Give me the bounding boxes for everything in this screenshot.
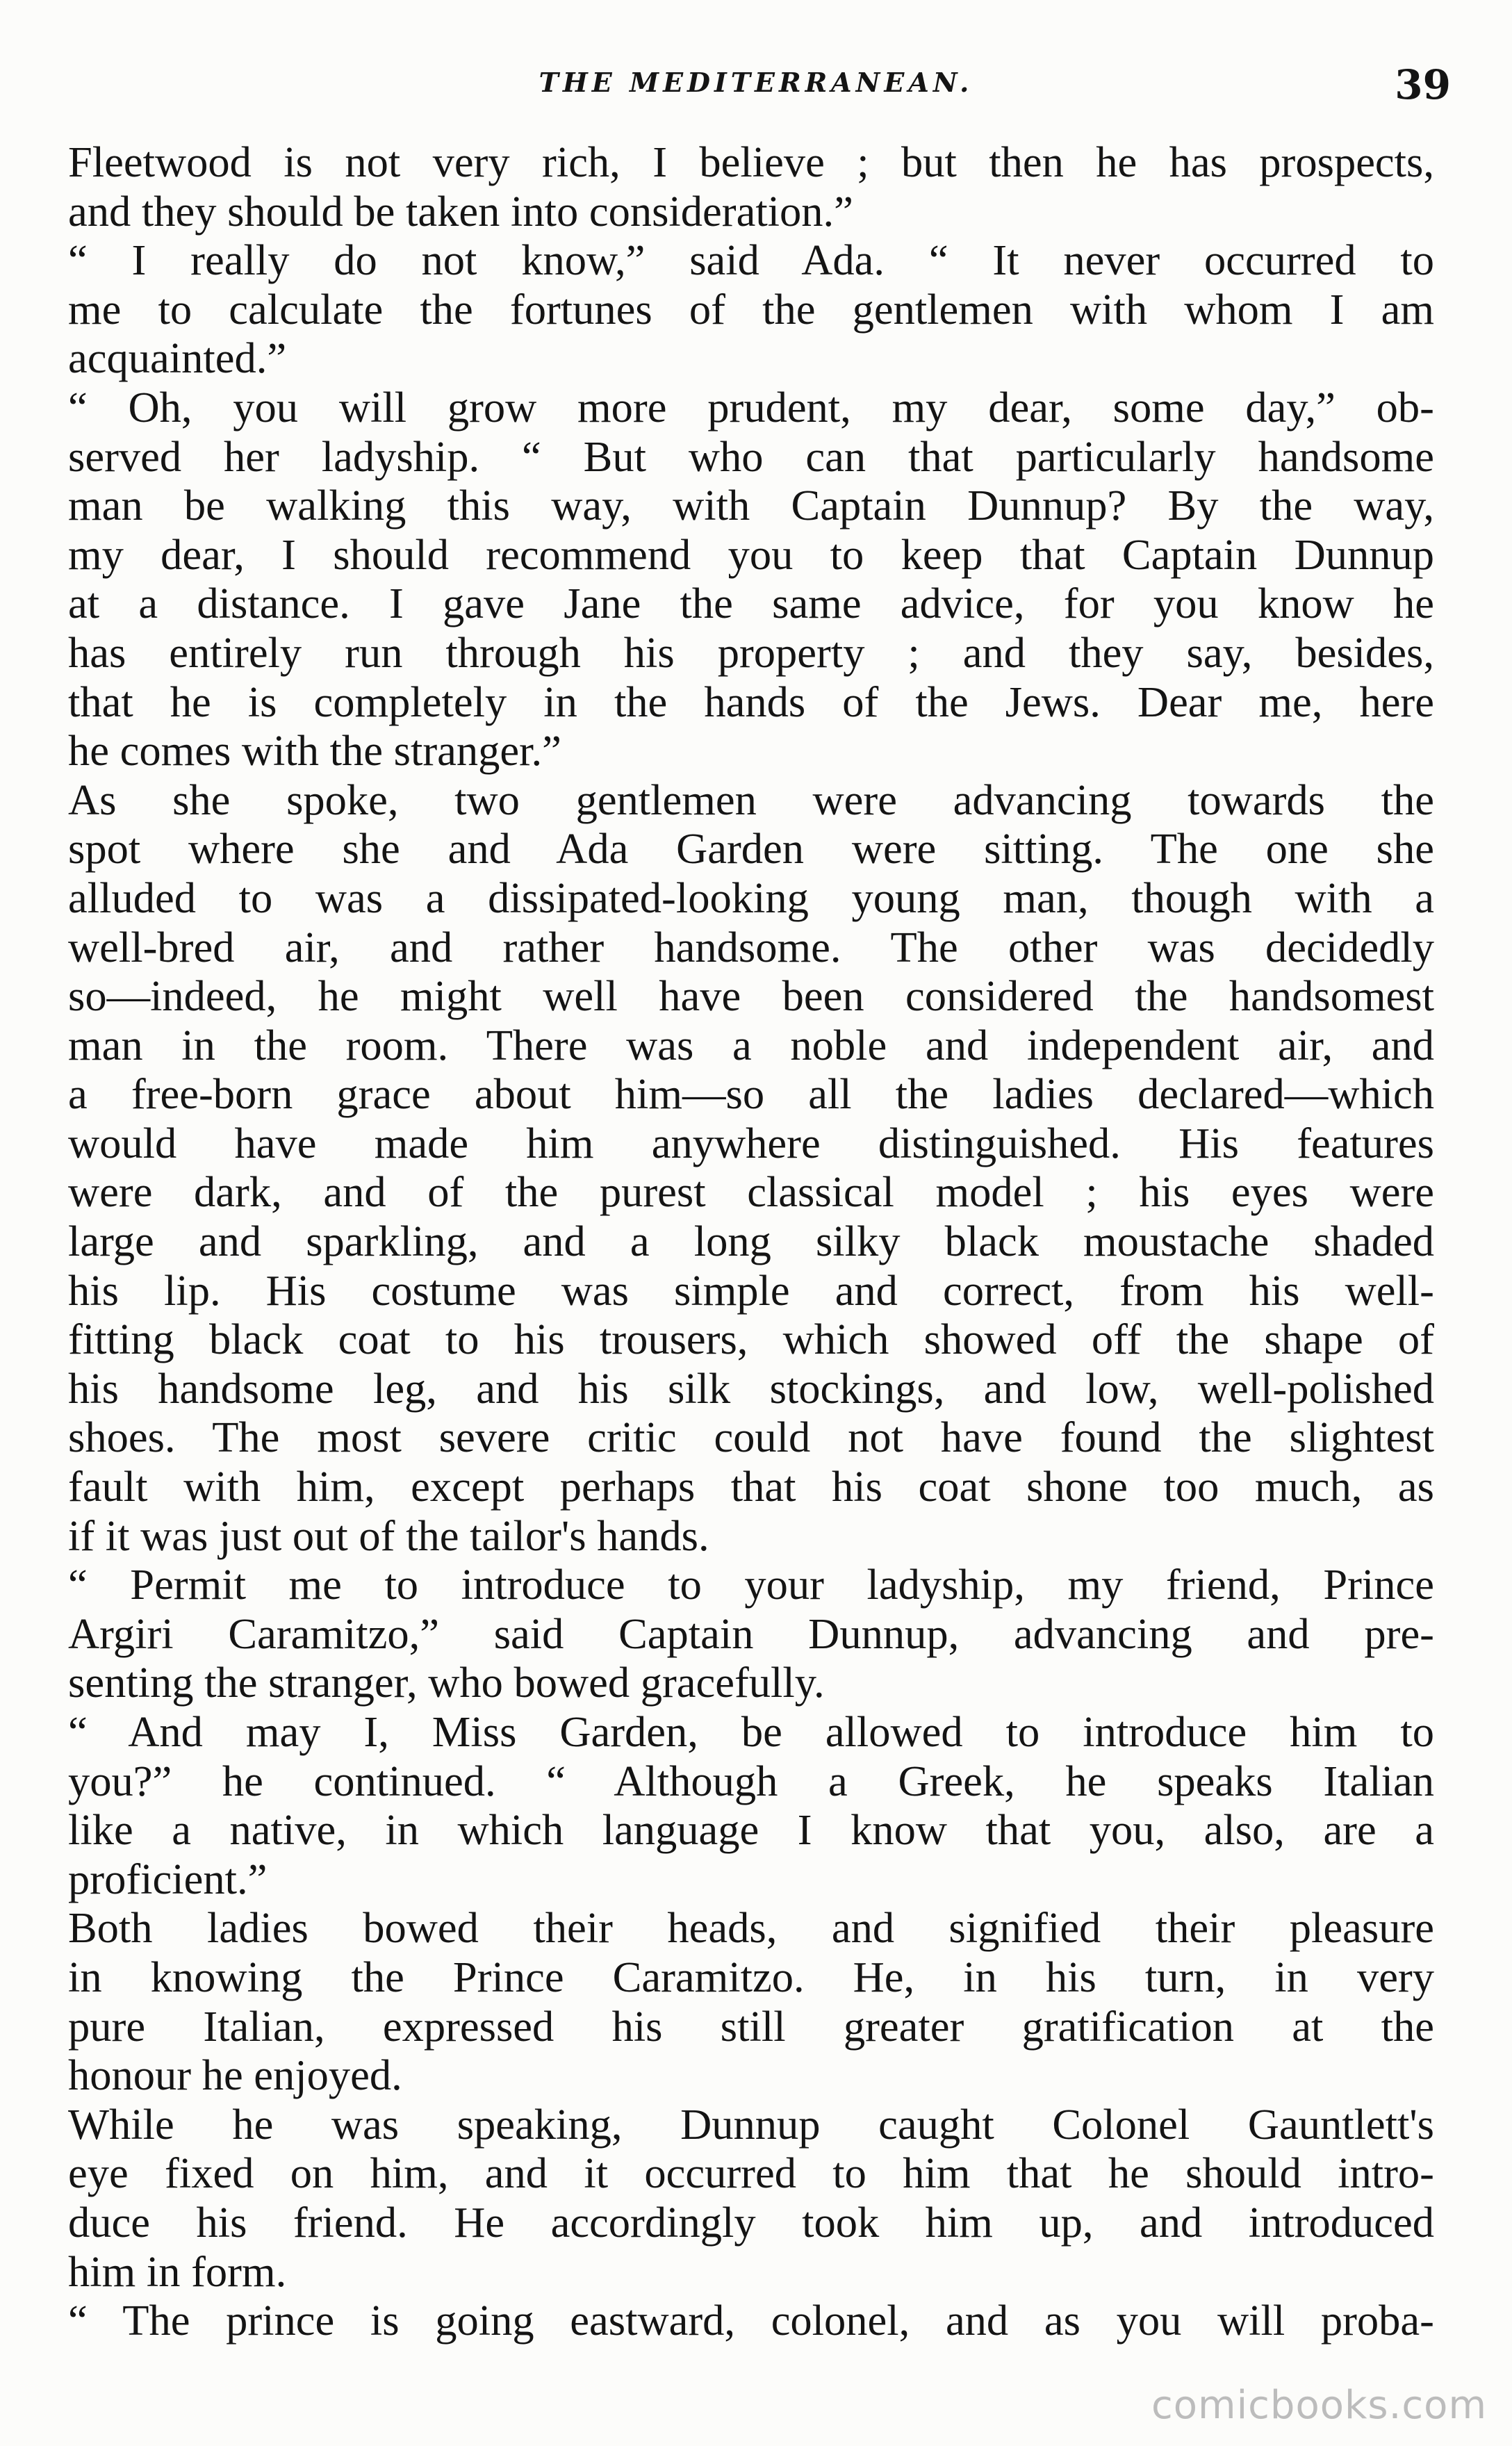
text-line: Fleetwood is not very rich, I believe ; but then he has prospects, <box>68 138 1434 186</box>
text-line: if it was just out of the tailor's hands. <box>68 1511 709 1560</box>
text-line: he comes with the stranger.” <box>68 726 561 775</box>
page-number: 39 <box>1395 61 1451 108</box>
text-line: well-bred air, and rather handsome. The other was decidedly <box>68 922 1434 971</box>
text-line: man be walking this way, with Captain Dunnup? By the way, <box>68 481 1434 530</box>
running-head <box>0 61 1512 129</box>
text-line: a free-born grace about him—so all the ladies declared—which <box>68 1069 1434 1119</box>
text-line: “ The prince is going eastward, colonel, and as you will proba- <box>68 2296 1434 2345</box>
text-line: Argiri Caramitzo,” said Captain Dunnup, advancing and pre- <box>68 1609 1434 1658</box>
text-line: at a distance. I gave Jane the same advice, for you know he <box>68 579 1434 628</box>
text-line: his lip. His costume was simple and correct, from his well- <box>68 1265 1434 1315</box>
text-line: and they should be taken into consideration.” <box>68 186 853 236</box>
text-line: served her ladyship. “ But who can that particularly handsome <box>68 432 1434 481</box>
paragraph <box>68 1707 1434 1903</box>
text-line: “ And may I, Miss Garden, be allowed to introduce him to <box>68 1707 1434 1756</box>
text-line: my dear, I should recommend you to keep that Captain Dunnup <box>68 530 1434 579</box>
text-line: him in form. <box>68 2247 287 2296</box>
text-line: that he is completely in the hands of the Jews. Dear me, here <box>68 677 1434 726</box>
text-line: spot where she and Ada Garden were sitting. The one she <box>68 824 1434 873</box>
paragraph <box>68 1903 1434 2099</box>
text-line: you?” he continued. “ Although a Greek, he speaks Italian <box>68 1756 1434 1805</box>
text-line: “ I really do not know,” said Ada. “ It never occurred to <box>68 236 1434 285</box>
text-line: so—indeed, he might well have been considered the handsomest <box>68 971 1434 1021</box>
paragraph <box>68 383 1434 775</box>
text-line: man in the room. There was a noble and independent air, and <box>68 1020 1434 1069</box>
text-line: like a native, in which language I know that you, also, are a <box>68 1805 1434 1855</box>
text-line: While he was speaking, Dunnup caught Colonel Gauntlett's <box>68 2099 1434 2149</box>
running-title: THE MEDITERRANEAN. <box>539 67 973 98</box>
text-line: fault with him, except perhaps that his coat shone too much, as <box>68 1462 1434 1511</box>
text-line: senting the stranger, who bowed gracefully. <box>68 1658 825 1707</box>
text-line: fitting black coat to his trousers, which showed off the shape of <box>68 1315 1434 1364</box>
paragraph <box>68 138 1434 236</box>
paragraph <box>68 775 1434 1561</box>
text-line: “ Oh, you will grow more prudent, my dear, some day,” ob- <box>68 382 1434 432</box>
text-line: his handsome leg, and his silk stockings, and low, well-polished <box>68 1363 1434 1413</box>
paragraph <box>68 236 1434 383</box>
text-line: shoes. The most severe critic could not have found the slightest <box>68 1413 1434 1462</box>
text-line: proficient.” <box>68 1854 268 1903</box>
text-line: would have made him anywhere distinguished. His features <box>68 1118 1434 1167</box>
text-line: alluded to was a dissipated-looking young man, though with a <box>68 873 1434 922</box>
text-line: Both ladies bowed their heads, and signified their pleasure <box>68 1903 1434 1953</box>
text-line: were dark, and of the purest classical model ; his eyes were <box>68 1167 1434 1217</box>
paragraph <box>68 1560 1434 1707</box>
text-line: “ Permit me to introduce to your ladyship, my friend, Prince <box>68 1560 1434 1609</box>
text-line: eye fixed on him, and it occurred to him that he should intro- <box>68 2149 1434 2198</box>
text-line: me to calculate the fortunes of the gentlemen with whom I am <box>68 284 1434 334</box>
body-text <box>68 138 1434 2345</box>
text-line: in knowing the Prince Caramitzo. He, in his turn, in very <box>68 1952 1434 2001</box>
text-line: pure Italian, expressed his still greater gratification at the <box>68 2001 1434 2051</box>
text-line: honour he enjoyed. <box>68 2051 402 2100</box>
text-line: As she spoke, two gentlemen were advancing towards the <box>68 775 1434 824</box>
text-line: has entirely run through his property ; and they say, besides, <box>68 627 1434 677</box>
text-line: large and sparkling, and a long silky black moustache shaded <box>68 1217 1434 1266</box>
watermark: comicbooks.com <box>1151 2383 1487 2428</box>
paragraph <box>68 2296 1434 2345</box>
text-line: acquainted.” <box>68 334 287 383</box>
paragraph <box>68 2100 1434 2296</box>
text-line: duce his friend. He accordingly took him up, and introduced <box>68 2197 1434 2247</box>
